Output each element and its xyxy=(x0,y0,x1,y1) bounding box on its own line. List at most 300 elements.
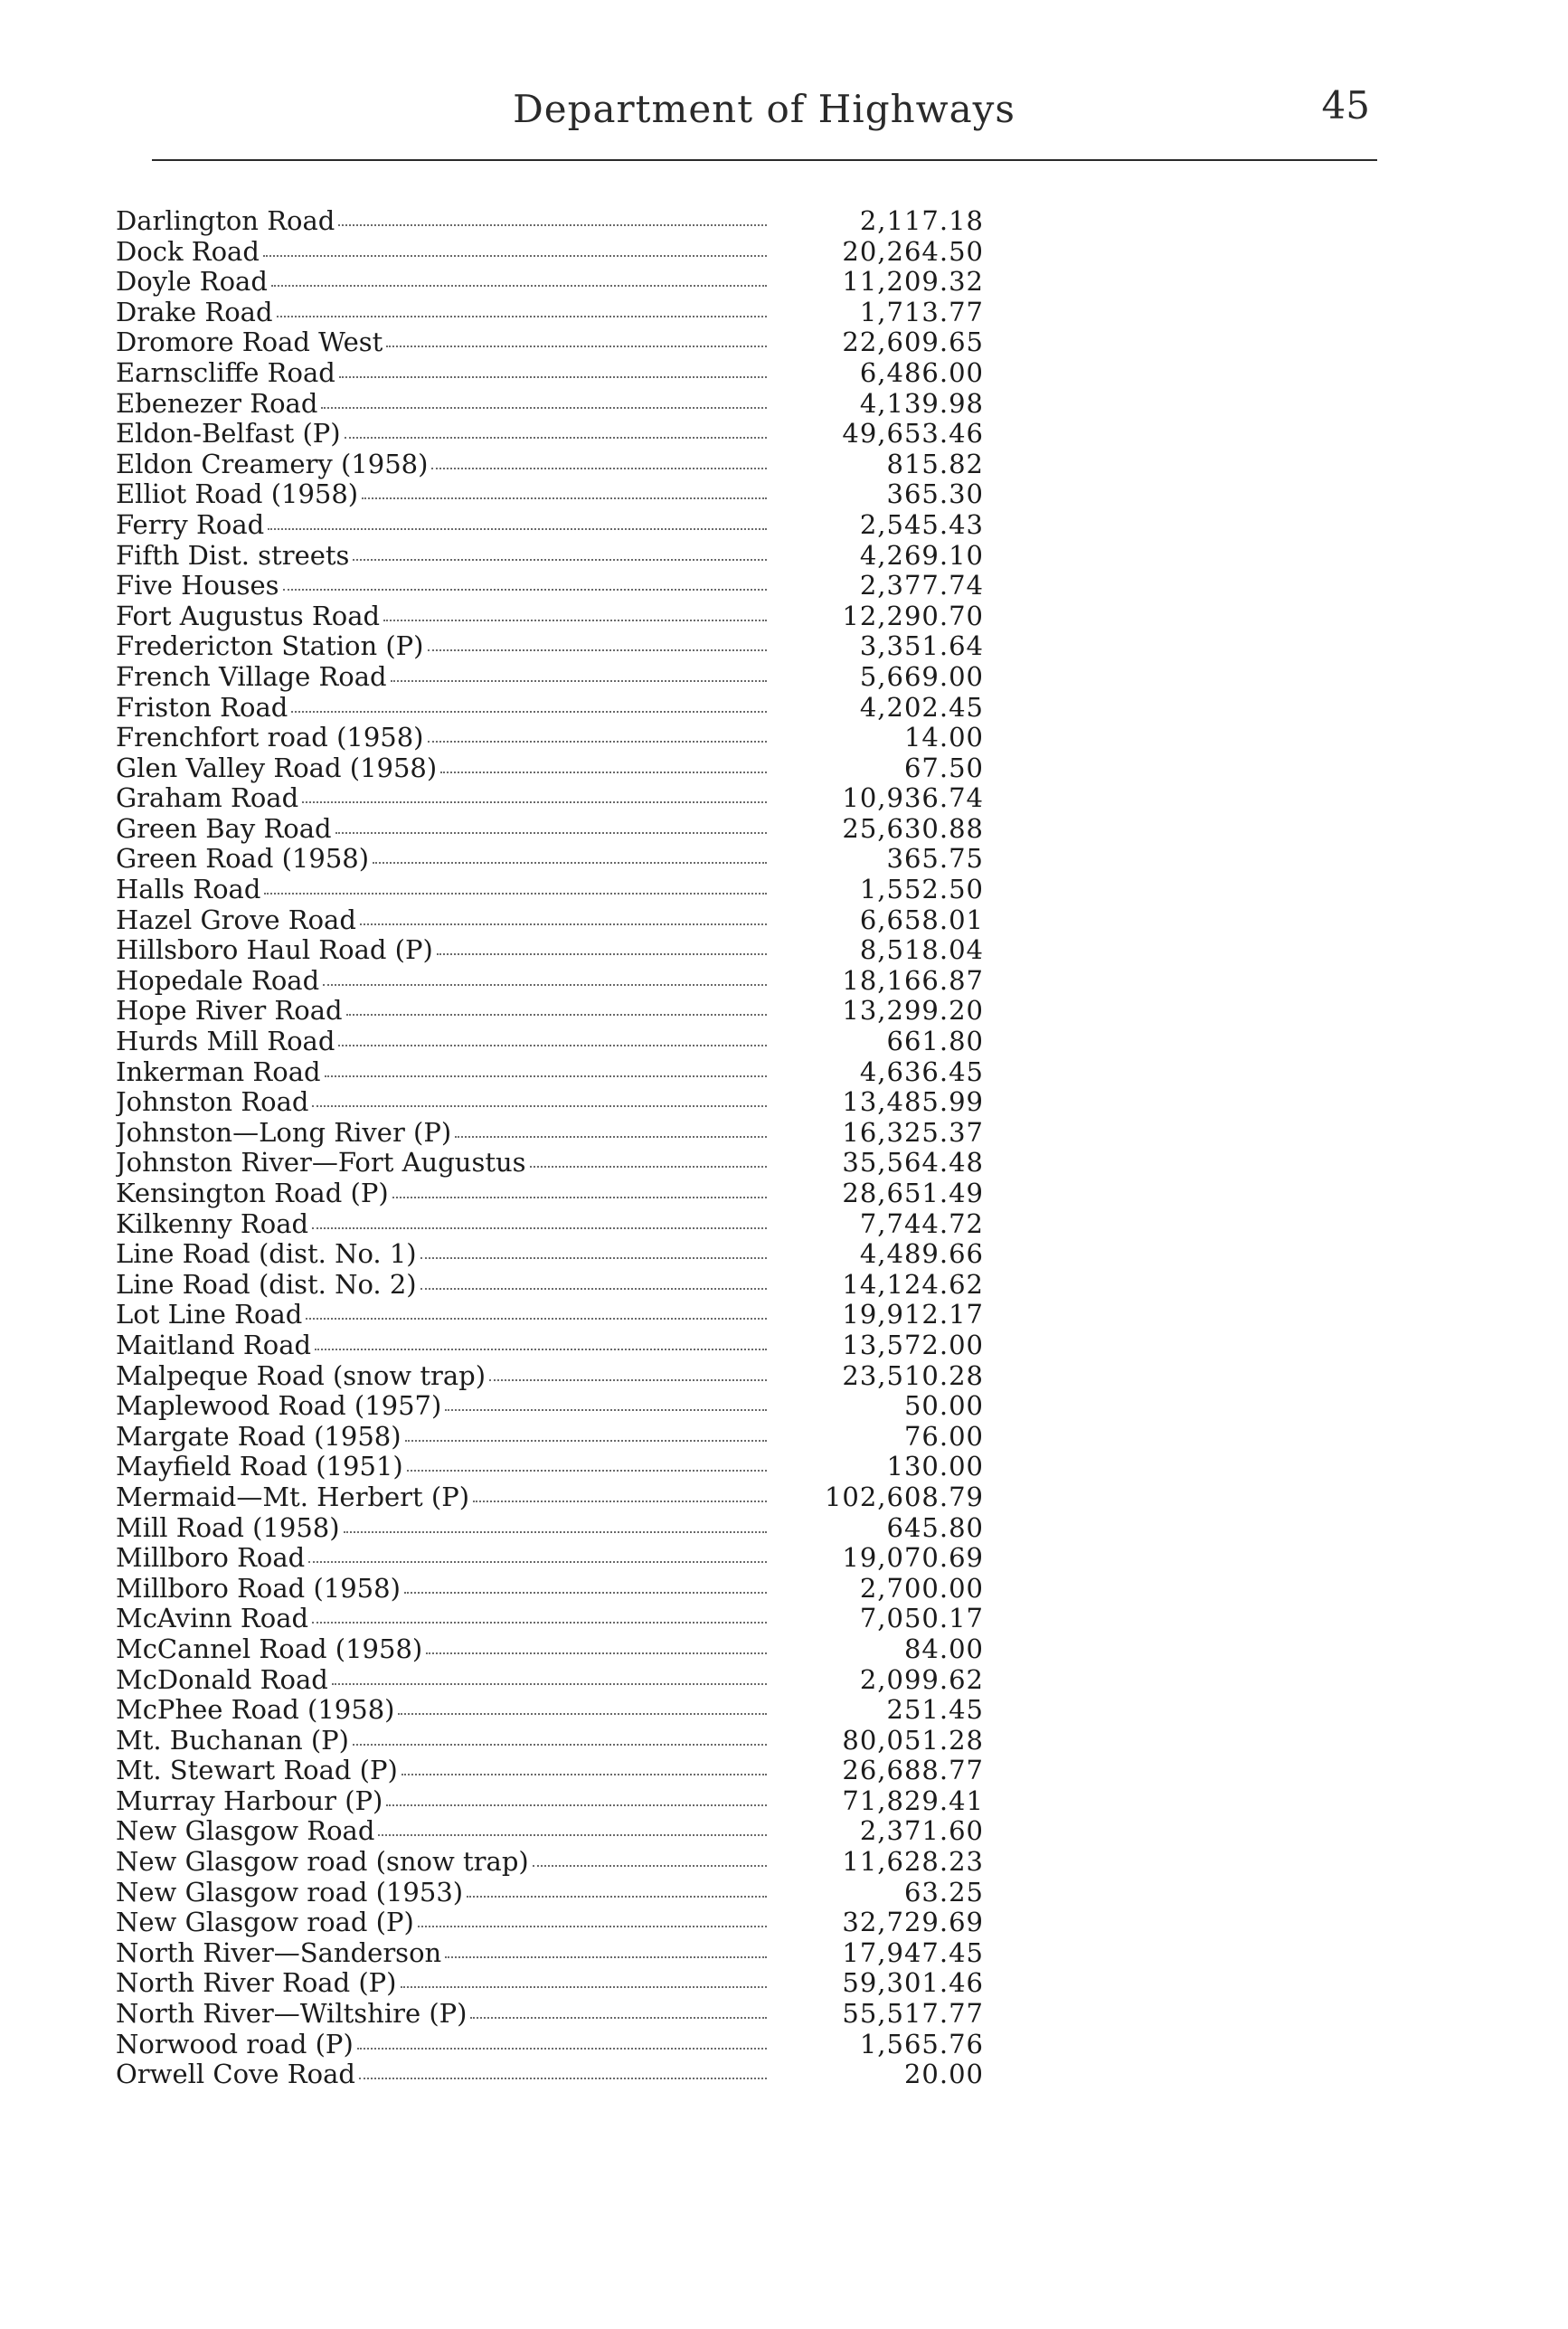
list-item xyxy=(116,450,1002,480)
entry-name-cell xyxy=(116,1027,776,1057)
amount: 2,700.00 xyxy=(859,1572,984,1604)
road-name: Mt. Buchanan (P) xyxy=(116,1725,349,1756)
amount: 4,269.10 xyxy=(859,539,984,571)
amount: 22,609.65 xyxy=(842,327,984,358)
list-item xyxy=(116,1878,1002,1908)
list-item xyxy=(116,1422,1002,1453)
amount: 2,377.74 xyxy=(859,570,984,601)
list-item xyxy=(116,1148,1002,1179)
entry-name-cell xyxy=(116,753,776,784)
dot-leader xyxy=(473,1501,767,1502)
entry-name-cell xyxy=(116,1452,776,1482)
list-item xyxy=(116,358,1002,389)
dot-leader xyxy=(263,255,767,257)
entry-name-cell xyxy=(116,693,776,724)
road-name: Dromore Road West xyxy=(116,327,383,358)
amount: 14,124.62 xyxy=(842,1268,984,1300)
road-name: Fifth Dist. streets xyxy=(116,540,350,571)
road-name: Johnston River—Fort Augustus xyxy=(116,1148,526,1179)
list-item xyxy=(116,1452,1002,1482)
road-name: Murray Harbour (P) xyxy=(116,1785,383,1816)
road-name: North River Road (P) xyxy=(116,1968,397,1999)
dot-leader xyxy=(264,893,767,895)
list-item xyxy=(116,966,1002,997)
list-item xyxy=(116,479,1002,510)
road-name: New Glasgow road (P) xyxy=(116,1908,414,1938)
road-name: Graham Road xyxy=(116,783,299,814)
road-name: Glen Valley Road (1958) xyxy=(116,753,438,783)
entry-name-cell xyxy=(116,541,776,572)
entry-name-cell xyxy=(116,1938,776,1969)
entry-name-cell xyxy=(116,358,776,389)
entry-name-cell xyxy=(116,1300,776,1330)
entry-name-cell xyxy=(116,419,776,450)
dot-leader xyxy=(404,1592,767,1594)
list-item xyxy=(116,1087,1002,1118)
dot-leader xyxy=(362,497,767,499)
entry-name-cell xyxy=(116,450,776,480)
road-name: Fort Augustus Road xyxy=(116,601,381,631)
dot-leader xyxy=(338,224,767,226)
road-name: McPhee Road (1958) xyxy=(116,1695,395,1726)
entry-name-cell xyxy=(116,1786,776,1817)
list-item xyxy=(116,2059,1002,2090)
entry-name-cell xyxy=(116,1239,776,1270)
amount: 25,630.88 xyxy=(842,812,984,844)
list-item xyxy=(116,1756,1002,1786)
amount: 80,051.28 xyxy=(842,1724,984,1756)
entry-name-cell xyxy=(116,298,776,328)
list-item xyxy=(116,1239,1002,1270)
road-name: Drake Road xyxy=(116,297,273,327)
amount: 8,518.04 xyxy=(859,934,984,966)
list-item xyxy=(116,2030,1002,2060)
amount: 365.30 xyxy=(886,478,984,510)
dot-leader xyxy=(346,1014,767,1016)
road-name: Lot Line Road xyxy=(116,1300,303,1330)
road-name: Ebenezer Road xyxy=(116,388,318,419)
amount: 4,636.45 xyxy=(859,1056,984,1087)
road-name: Eldon-Belfast (P) xyxy=(116,419,341,450)
dot-leader xyxy=(489,1379,767,1381)
list-item xyxy=(116,510,1002,541)
entry-name-cell xyxy=(116,1574,776,1605)
entry-name-cell xyxy=(116,1665,776,1696)
road-name: Fredericton Station (P) xyxy=(116,631,424,662)
road-name: Ferry Road xyxy=(116,509,265,540)
dot-leader xyxy=(308,1561,767,1563)
entry-name-cell xyxy=(116,844,776,875)
dot-leader xyxy=(378,1834,767,1836)
entry-name-cell xyxy=(116,1361,776,1392)
list-item xyxy=(116,1695,1002,1726)
amount: 84.00 xyxy=(903,1633,984,1664)
road-name: Elliot Road (1958) xyxy=(116,479,359,510)
amount: 12,290.70 xyxy=(842,600,984,631)
entry-name-cell xyxy=(116,723,776,753)
dot-leader xyxy=(306,1318,767,1320)
dot-leader xyxy=(312,1105,767,1107)
amount: 35,564.48 xyxy=(842,1147,984,1179)
list-item xyxy=(116,1726,1002,1756)
entry-name-cell xyxy=(116,1179,776,1209)
dot-leader xyxy=(431,468,767,469)
dot-leader xyxy=(428,741,768,743)
list-item xyxy=(116,1968,1002,1999)
dot-leader xyxy=(455,1136,767,1138)
list-item xyxy=(116,1057,1002,1088)
list-item xyxy=(116,1816,1002,1847)
entry-name-cell xyxy=(116,1968,776,1999)
entry-name-cell xyxy=(116,966,776,997)
entry-name-cell xyxy=(116,814,776,845)
list-item xyxy=(116,1543,1002,1574)
road-name: Earnscliffe Road xyxy=(116,357,335,388)
road-name: McAvinn Road xyxy=(116,1604,309,1634)
amount: 23,510.28 xyxy=(842,1359,984,1391)
dot-leader xyxy=(398,1713,767,1715)
entry-name-cell xyxy=(116,1756,776,1786)
entry-name-cell xyxy=(116,1604,776,1634)
dot-leader xyxy=(302,801,767,803)
dot-leader xyxy=(391,680,767,682)
road-name: Eldon Creamery (1958) xyxy=(116,449,429,479)
list-item xyxy=(116,1179,1002,1209)
entry-name-cell xyxy=(116,996,776,1027)
road-name: Johnston—Long River (P) xyxy=(116,1117,452,1148)
road-name: Mermaid—Mt. Herbert (P) xyxy=(116,1482,470,1512)
list-item xyxy=(116,267,1002,298)
amount: 16,325.37 xyxy=(842,1116,984,1148)
list-item xyxy=(116,237,1002,268)
dot-leader xyxy=(467,1896,767,1898)
amount: 32,729.69 xyxy=(842,1907,984,1938)
list-item xyxy=(116,875,1002,905)
amount: 365.75 xyxy=(886,843,984,875)
dot-leader xyxy=(335,832,767,834)
list-item xyxy=(116,783,1002,814)
entry-name-cell xyxy=(116,1118,776,1149)
dot-leader xyxy=(345,437,767,439)
list-item xyxy=(116,1361,1002,1392)
amount: 3,351.64 xyxy=(859,630,984,662)
road-name: Hope River Road xyxy=(116,996,343,1027)
list-item xyxy=(116,1118,1002,1149)
list-item xyxy=(116,631,1002,662)
list-item xyxy=(116,1574,1002,1605)
amount: 6,658.01 xyxy=(859,904,984,935)
entry-name-cell xyxy=(116,2030,776,2060)
amount: 13,299.20 xyxy=(842,995,984,1027)
entry-name-cell xyxy=(116,1422,776,1453)
road-name: Hurds Mill Road xyxy=(116,1027,335,1057)
amount: 2,117.18 xyxy=(859,205,984,236)
amount: 19,912.17 xyxy=(842,1299,984,1330)
amount: 13,485.99 xyxy=(842,1086,984,1118)
list-item xyxy=(116,814,1002,845)
list-item xyxy=(116,1482,1002,1513)
amount: 7,744.72 xyxy=(859,1207,984,1239)
dot-leader xyxy=(283,589,767,591)
list-item xyxy=(116,723,1002,753)
dot-leader xyxy=(405,1440,767,1442)
amount: 28,651.49 xyxy=(842,1178,984,1208)
amount: 4,139.98 xyxy=(859,387,984,419)
amount: 19,070.69 xyxy=(842,1542,984,1574)
page-header xyxy=(158,74,1370,137)
entry-name-cell xyxy=(116,1391,776,1422)
list-item xyxy=(116,571,1002,601)
list-item xyxy=(116,1847,1002,1878)
list-item xyxy=(116,1391,1002,1422)
dot-leader xyxy=(437,953,767,955)
dot-leader xyxy=(386,346,767,347)
amount: 50.00 xyxy=(903,1390,984,1422)
dot-leader xyxy=(386,1804,767,1806)
dot-leader xyxy=(357,2048,767,2050)
road-name: French Village Road xyxy=(116,661,387,692)
dot-leader xyxy=(533,1865,767,1867)
amount: 49,653.46 xyxy=(842,418,984,450)
list-item xyxy=(116,601,1002,632)
list-item xyxy=(116,1300,1002,1330)
road-name: Darlington Road xyxy=(116,206,335,236)
list-item xyxy=(116,298,1002,328)
dot-leader xyxy=(440,772,767,773)
entry-name-cell xyxy=(116,631,776,662)
dot-leader xyxy=(338,1045,767,1046)
dot-leader xyxy=(359,2078,767,2079)
dot-leader xyxy=(332,1683,767,1685)
dot-leader xyxy=(445,1409,767,1411)
amount: 5,669.00 xyxy=(859,660,984,692)
road-name: Kensington Road (P) xyxy=(116,1179,389,1208)
entry-name-cell xyxy=(116,1847,776,1878)
dot-leader xyxy=(353,1744,767,1746)
list-item xyxy=(116,753,1002,784)
list-item xyxy=(116,1786,1002,1817)
dot-leader xyxy=(530,1166,767,1168)
entry-name-cell xyxy=(116,1087,776,1118)
page-number: 45 xyxy=(1321,83,1370,128)
running-title: Department of Highways xyxy=(513,87,1015,131)
amount: 20.00 xyxy=(903,2059,984,2090)
road-name: Friston Road xyxy=(116,692,288,723)
dot-leader xyxy=(312,1227,767,1229)
entry-name-cell xyxy=(116,1209,776,1240)
dot-leader xyxy=(373,862,767,864)
dot-leader xyxy=(418,1926,767,1927)
road-name: Line Road (dist. No. 2) xyxy=(116,1269,417,1300)
road-name: Malpeque Road (snow trap) xyxy=(116,1360,486,1391)
amount: 815.82 xyxy=(886,448,984,479)
amount: 26,688.77 xyxy=(842,1755,984,1786)
list-item xyxy=(116,1938,1002,1969)
amount: 11,209.32 xyxy=(842,266,984,298)
entry-name-cell xyxy=(116,2059,776,2090)
list-item xyxy=(116,1027,1002,1057)
entry-name-cell xyxy=(116,1482,776,1513)
dot-leader xyxy=(392,1197,767,1198)
road-name: Millboro Road xyxy=(116,1543,306,1574)
entry-name-cell xyxy=(116,1816,776,1847)
road-name: Frenchfort road (1958) xyxy=(116,723,424,753)
entry-name-cell xyxy=(116,1148,776,1179)
road-name: North River—Wiltshire (P) xyxy=(116,1999,468,2030)
road-name: New Glasgow Road xyxy=(116,1816,375,1847)
list-item xyxy=(116,905,1002,936)
list-item xyxy=(116,1908,1002,1938)
list-item xyxy=(116,1999,1002,2030)
entry-name-cell xyxy=(116,327,776,358)
dot-leader xyxy=(420,1257,767,1259)
amount: 13,572.00 xyxy=(842,1329,984,1360)
list-item xyxy=(116,1270,1002,1301)
dot-leader xyxy=(360,923,767,925)
amount: 71,829.41 xyxy=(842,1785,984,1816)
amount: 76.00 xyxy=(903,1420,984,1452)
dot-leader xyxy=(315,1349,767,1350)
amount: 20,264.50 xyxy=(842,235,984,267)
amount: 645.80 xyxy=(886,1511,984,1543)
road-name: Green Bay Road xyxy=(116,813,332,844)
dot-leader xyxy=(344,1531,767,1533)
dot-leader xyxy=(277,316,767,317)
road-name: Johnston Road xyxy=(116,1087,309,1118)
road-name: Margate Road (1958) xyxy=(116,1421,401,1452)
entry-name-cell xyxy=(116,510,776,541)
list-item xyxy=(116,996,1002,1027)
amount: 2,371.60 xyxy=(859,1815,984,1847)
road-name: Norwood road (P) xyxy=(116,2029,354,2059)
road-name: Maitland Road xyxy=(116,1330,312,1360)
list-item xyxy=(116,935,1002,966)
entry-name-cell xyxy=(116,1513,776,1544)
road-name: McDonald Road xyxy=(116,1664,328,1695)
amount: 4,202.45 xyxy=(859,691,984,723)
list-item xyxy=(116,662,1002,693)
road-name: Millboro Road (1958) xyxy=(116,1573,401,1604)
list-item xyxy=(116,693,1002,724)
road-name: Maplewood Road (1957) xyxy=(116,1391,442,1422)
entry-name-cell xyxy=(116,783,776,814)
dot-leader xyxy=(445,1956,767,1958)
dot-leader xyxy=(291,711,767,713)
amount: 7,050.17 xyxy=(859,1603,984,1634)
entry-name-cell xyxy=(116,1057,776,1088)
entry-name-cell xyxy=(116,935,776,966)
dot-leader xyxy=(323,984,767,986)
entry-name-cell xyxy=(116,237,776,268)
amount: 1,552.50 xyxy=(859,874,984,905)
entry-name-cell xyxy=(116,1726,776,1756)
list-item xyxy=(116,844,1002,875)
list-item xyxy=(116,1634,1002,1665)
road-name: Hopedale Road xyxy=(116,965,320,996)
road-name: New Glasgow road (snow trap) xyxy=(116,1847,529,1878)
amount: 2,545.43 xyxy=(859,508,984,540)
list-item xyxy=(116,541,1002,572)
dot-leader xyxy=(271,285,767,287)
expenditure-list xyxy=(116,206,1002,2090)
road-name: Green Road (1958) xyxy=(116,844,370,875)
dot-leader xyxy=(312,1622,767,1624)
road-name: Hillsboro Haul Road (P) xyxy=(116,935,433,966)
amount: 6,486.00 xyxy=(859,356,984,388)
header-rule xyxy=(152,159,1377,161)
amount: 2,099.62 xyxy=(859,1663,984,1695)
amount: 251.45 xyxy=(886,1694,984,1726)
amount: 130.00 xyxy=(886,1451,984,1482)
amount: 18,166.87 xyxy=(842,964,984,996)
amount: 17,947.45 xyxy=(842,1936,984,1968)
dot-leader xyxy=(426,1652,767,1654)
road-name: Inkerman Road xyxy=(116,1056,321,1087)
road-name: Mayfield Road (1951) xyxy=(116,1452,403,1482)
dot-leader xyxy=(401,1774,767,1775)
list-item xyxy=(116,389,1002,420)
dot-leader xyxy=(353,559,767,561)
entry-name-cell xyxy=(116,479,776,510)
dot-leader xyxy=(470,2017,767,2019)
entry-name-cell xyxy=(116,1330,776,1361)
amount: 102,608.79 xyxy=(824,1481,984,1512)
amount: 14.00 xyxy=(903,722,984,753)
list-item xyxy=(116,1330,1002,1361)
entry-name-cell xyxy=(116,601,776,632)
amount: 1,713.77 xyxy=(859,296,984,327)
entry-name-cell xyxy=(116,571,776,601)
amount: 11,628.23 xyxy=(842,1846,984,1878)
road-name: Dock Road xyxy=(116,236,260,267)
dot-leader xyxy=(428,649,768,651)
road-name: North River—Sanderson xyxy=(116,1937,442,1968)
list-item xyxy=(116,1513,1002,1544)
dot-leader xyxy=(401,1986,768,1988)
amount: 59,301.46 xyxy=(842,1967,984,1999)
entry-name-cell xyxy=(116,389,776,420)
list-item xyxy=(116,419,1002,450)
road-name: Hazel Grove Road xyxy=(116,904,356,935)
dot-leader xyxy=(339,376,767,378)
entry-name-cell xyxy=(116,662,776,693)
road-name: Line Road (dist. No. 1) xyxy=(116,1239,417,1270)
list-item xyxy=(116,206,1002,237)
dot-leader xyxy=(321,407,767,409)
entry-name-cell xyxy=(116,1543,776,1574)
dot-leader xyxy=(383,620,767,621)
road-name: Halls Road xyxy=(116,875,261,905)
road-name: Mt. Stewart Road (P) xyxy=(116,1756,398,1786)
entry-name-cell xyxy=(116,1695,776,1726)
amount: 661.80 xyxy=(886,1026,984,1057)
amount: 63.25 xyxy=(903,1876,984,1908)
entry-name-cell xyxy=(116,875,776,905)
road-name: Doyle Road xyxy=(116,267,268,298)
entry-name-cell xyxy=(116,1634,776,1665)
list-item xyxy=(116,1665,1002,1696)
road-name: Five Houses xyxy=(116,571,279,601)
list-item xyxy=(116,1209,1002,1240)
list-item xyxy=(116,1604,1002,1634)
amount: 4,489.66 xyxy=(859,1238,984,1270)
amount: 67.50 xyxy=(903,752,984,783)
dot-leader xyxy=(407,1470,767,1472)
list-item xyxy=(116,327,1002,358)
road-name: Orwell Cove Road xyxy=(116,2059,355,2090)
amount: 1,565.76 xyxy=(859,2028,984,2059)
amount: 55,517.77 xyxy=(842,1998,984,2030)
